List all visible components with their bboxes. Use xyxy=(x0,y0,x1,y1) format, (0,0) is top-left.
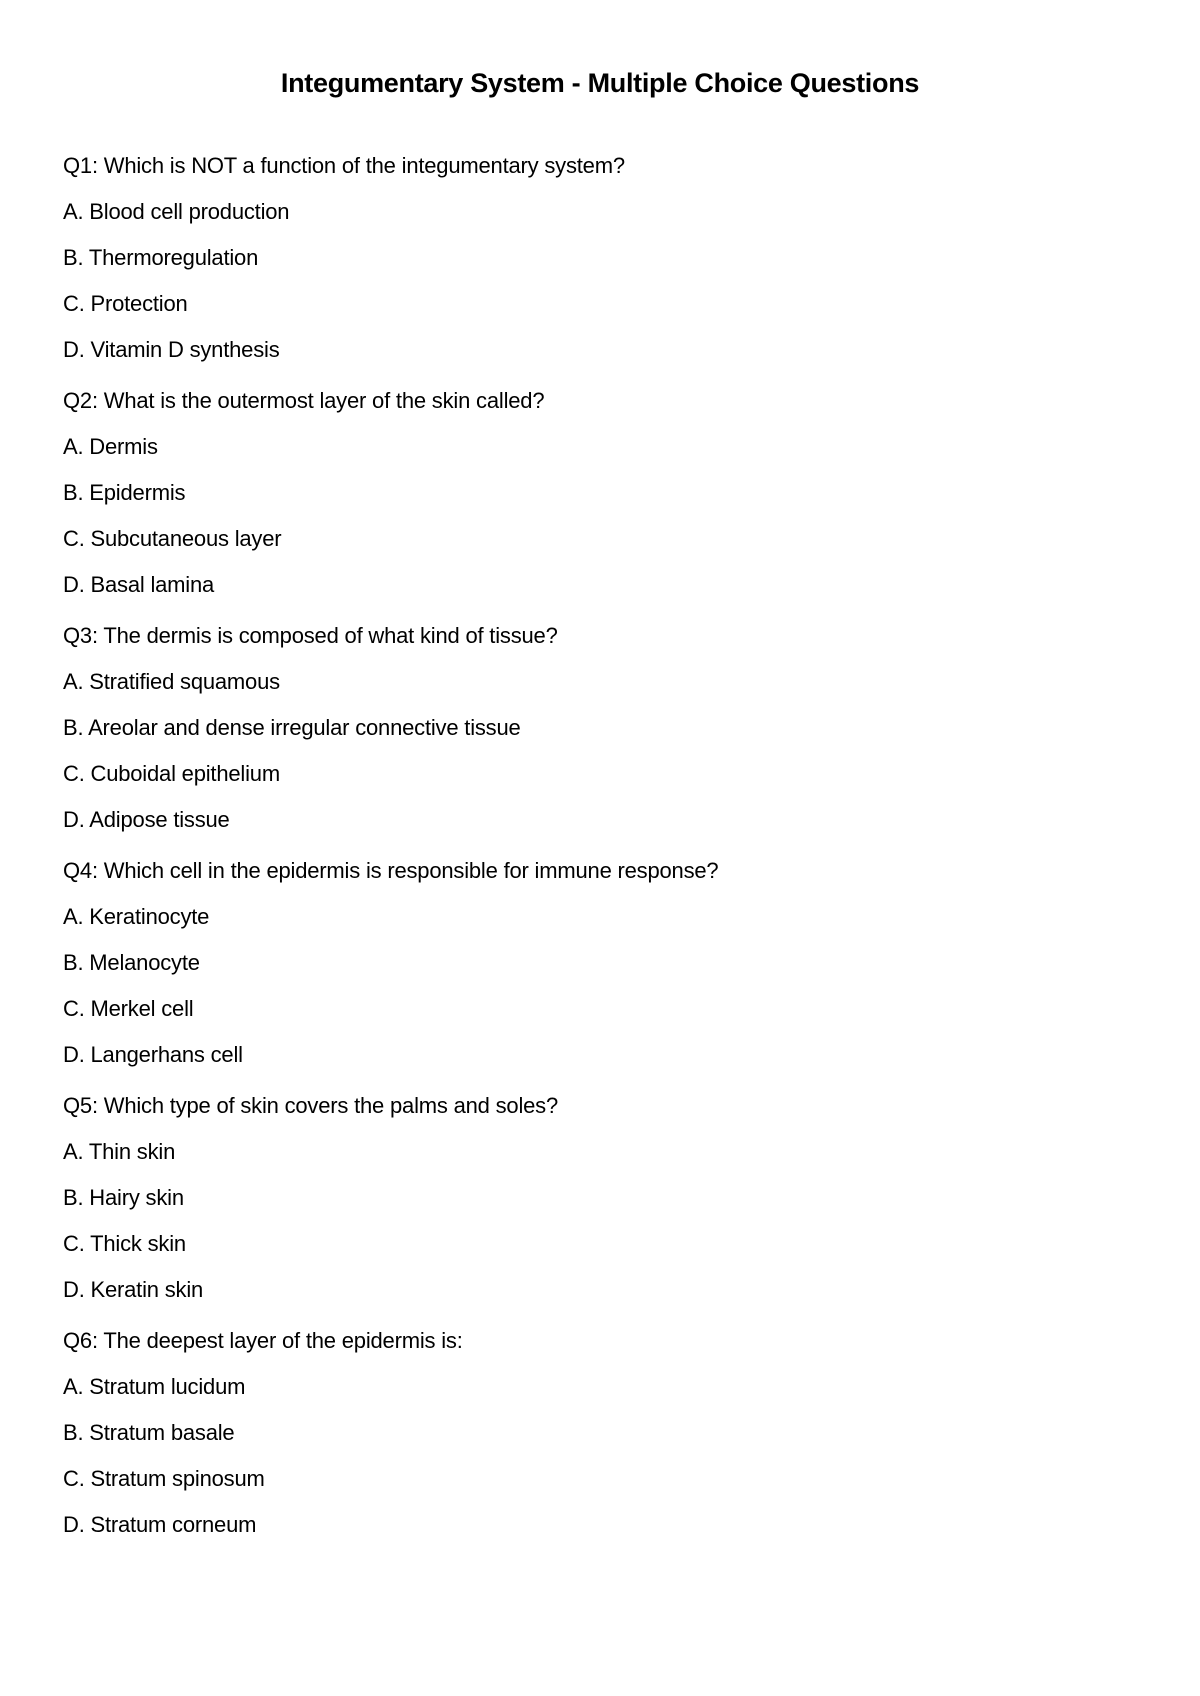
q2-option-b: B. Epidermis xyxy=(63,480,186,505)
q5-option-c: C. Thick skin xyxy=(63,1231,186,1256)
q1-option-c: C. Protection xyxy=(63,291,188,316)
q3-option-b: B. Areolar and dense irregular connective tissue xyxy=(63,715,521,740)
q6-option-a: A. Stratum lucidum xyxy=(63,1374,246,1399)
q2-option-d: D. Basal lamina xyxy=(63,572,215,597)
question-2: Q2: What is the outermost layer of the skin called? xyxy=(63,388,545,413)
q5-option-d: D. Keratin skin xyxy=(63,1277,204,1302)
question-1: Q1: Which is NOT a function of the integumentary system? xyxy=(63,153,625,178)
q1-option-d: D. Vitamin D synthesis xyxy=(63,337,280,362)
question-3: Q3: The dermis is composed of what kind of tissue? xyxy=(63,623,558,648)
q5-option-b: B. Hairy skin xyxy=(63,1185,184,1210)
q3-option-c: C. Cuboidal epithelium xyxy=(63,761,280,786)
q1-option-b: B. Thermoregulation xyxy=(63,245,259,270)
q4-option-d: D. Langerhans cell xyxy=(63,1042,243,1067)
question-5: Q5: Which type of skin covers the palms and soles? xyxy=(63,1093,559,1118)
q6-option-b: B. Stratum basale xyxy=(63,1420,235,1445)
page-title: Integumentary System - Multiple Choice Questions xyxy=(280,68,920,98)
q1-option-a: A. Blood cell production xyxy=(63,199,290,224)
q3-option-a: A. Stratified squamous xyxy=(63,669,280,694)
question-6: Q6: The deepest layer of the epidermis is: xyxy=(63,1328,463,1353)
q3-option-d: D. Adipose tissue xyxy=(63,807,230,832)
q4-option-c: C. Merkel cell xyxy=(63,996,194,1021)
q6-option-d: D. Stratum corneum xyxy=(63,1512,257,1537)
q6-option-c: C. Stratum spinosum xyxy=(63,1466,265,1491)
q2-option-a: A. Dermis xyxy=(63,434,158,459)
question-4: Q4: Which cell in the epidermis is responsible for immune response? xyxy=(63,858,719,883)
q5-option-a: A. Thin skin xyxy=(63,1139,176,1164)
q2-option-c: C. Subcutaneous layer xyxy=(63,526,282,551)
question-list xyxy=(63,152,718,1539)
q4-option-b: B. Melanocyte xyxy=(63,950,200,975)
q4-option-a: A. Keratinocyte xyxy=(63,904,210,929)
